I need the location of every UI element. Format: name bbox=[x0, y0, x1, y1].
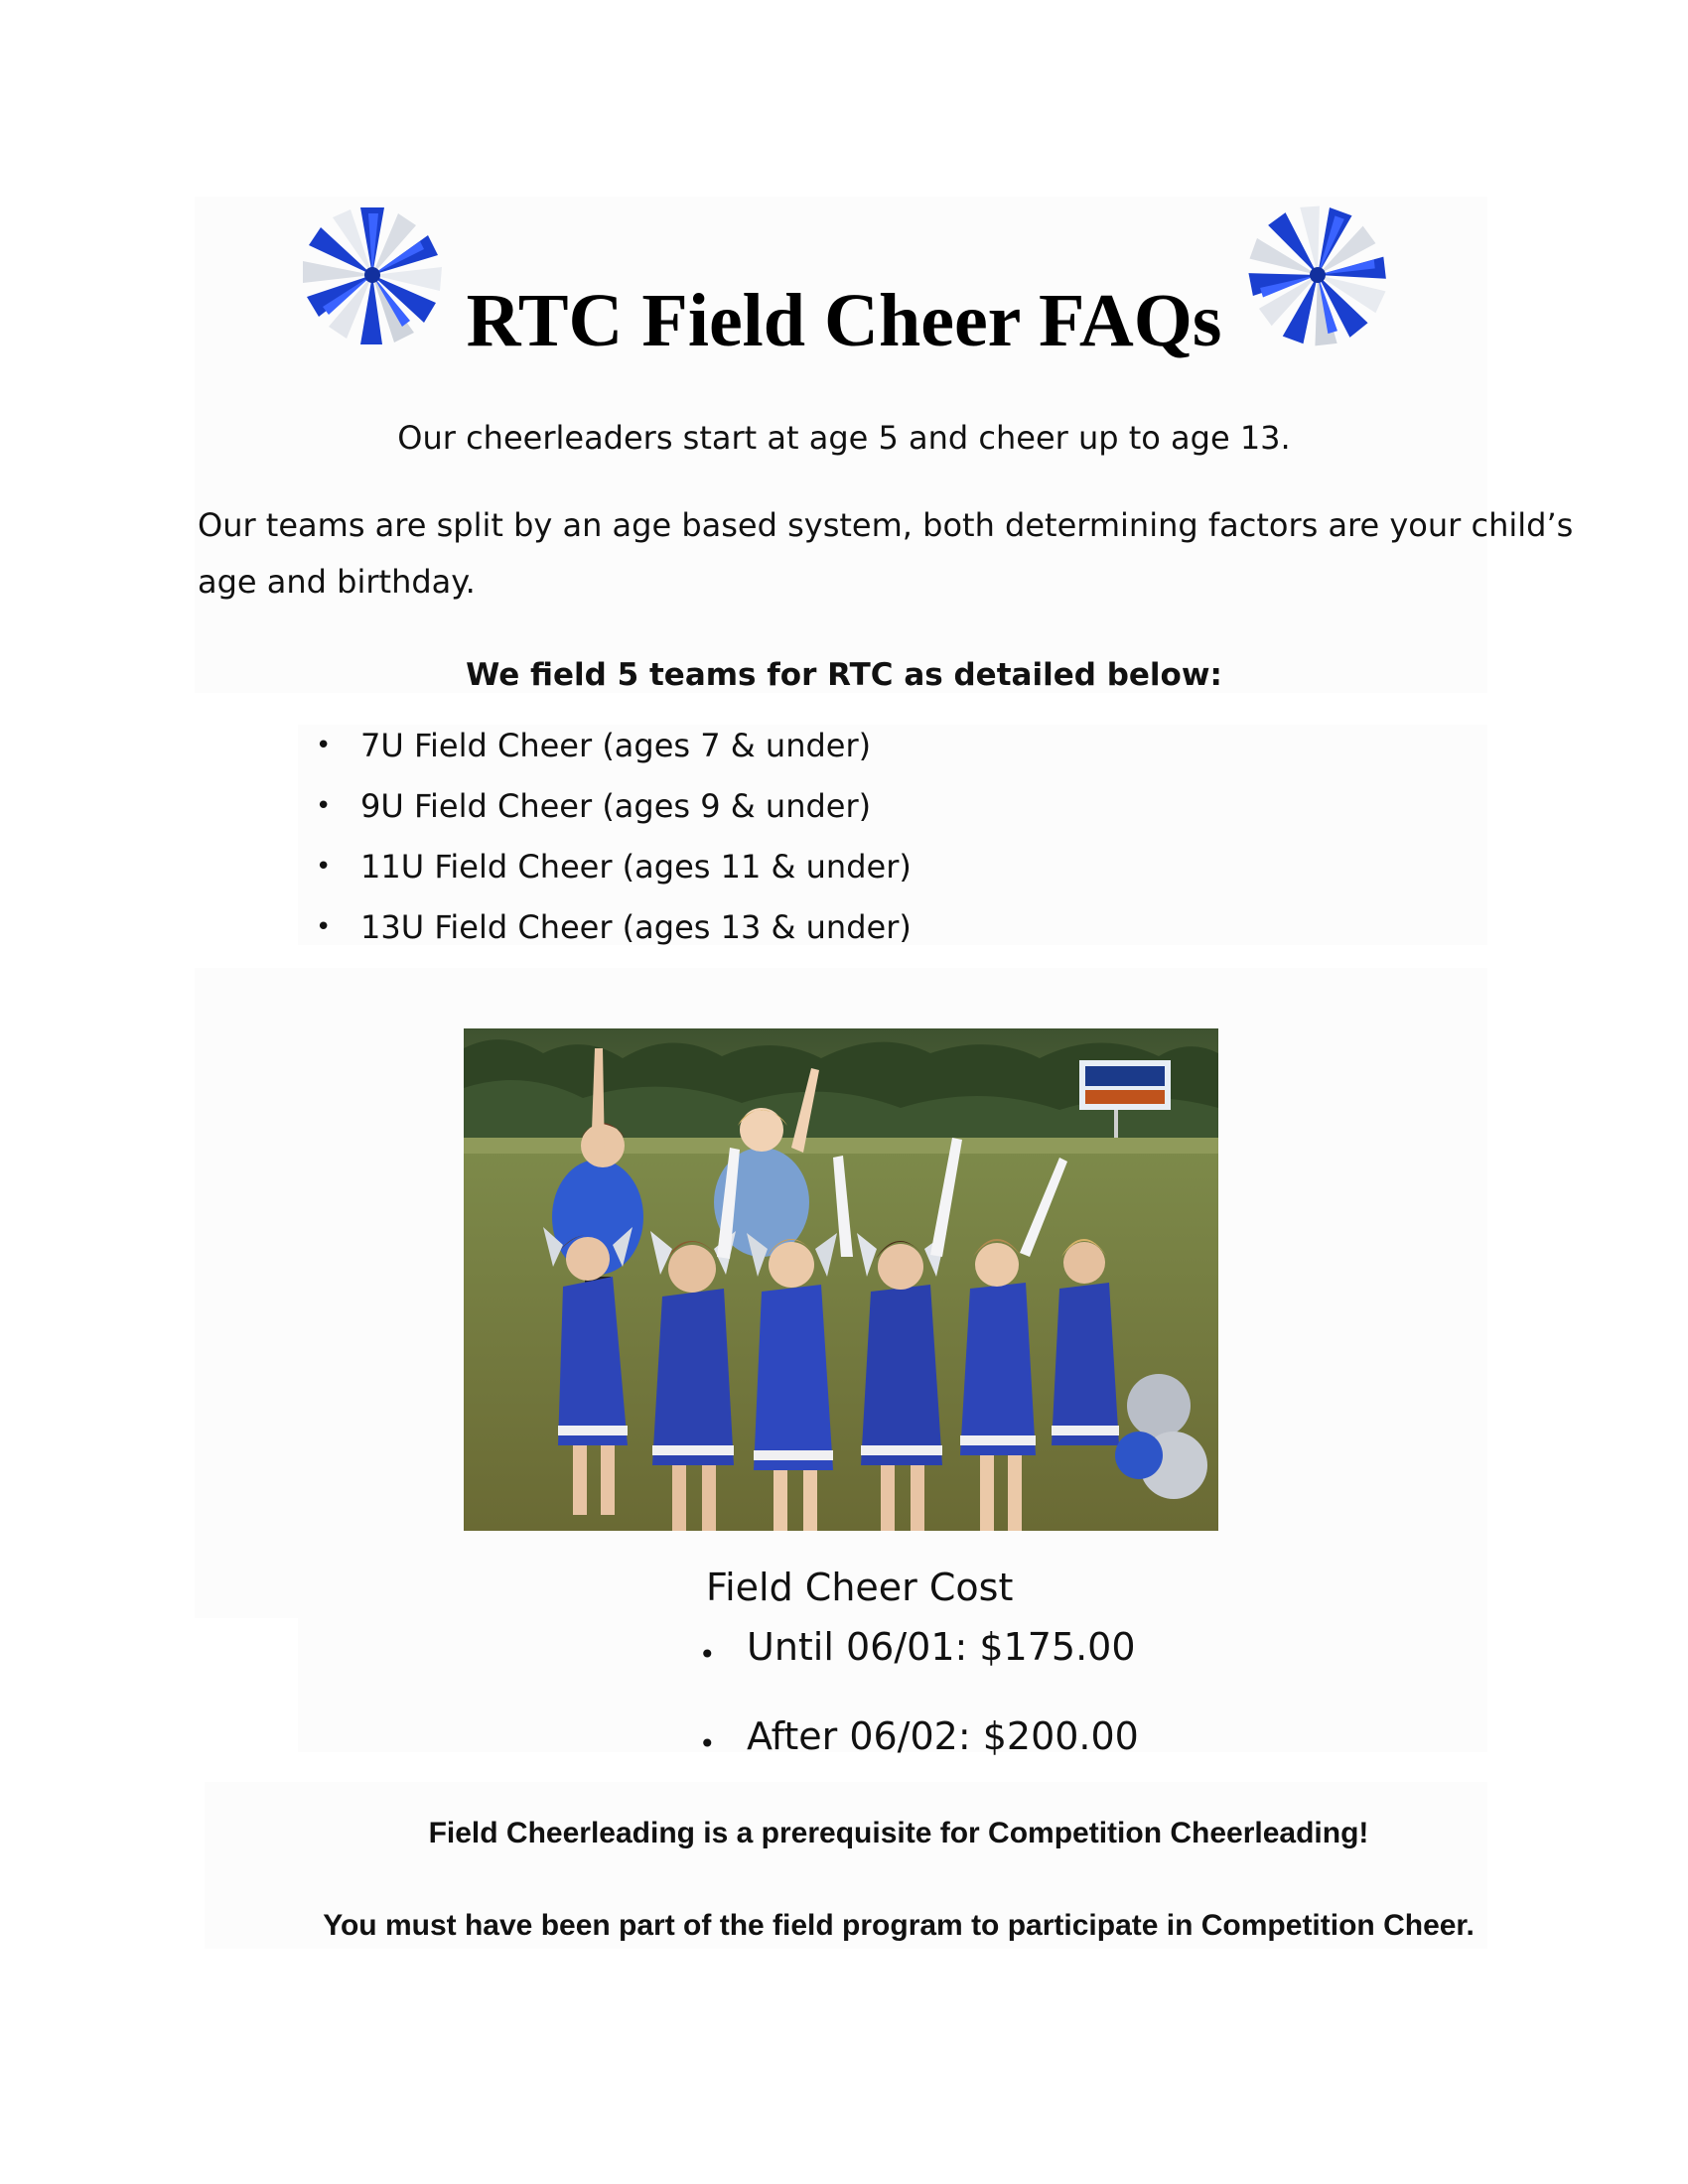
page-title: RTC Field Cheer FAQs bbox=[466, 279, 1222, 362]
cost-title: Field Cheer Cost bbox=[706, 1566, 1014, 1609]
intro-split-line-1: Our teams are split by an age based system, both determining factors are your child’s bbox=[198, 506, 1574, 544]
list-item: • After 06/02: $200.00 bbox=[695, 1707, 1139, 1767]
list-item: • 9U Field Cheer (ages 9 & under) bbox=[316, 783, 912, 844]
intro-ages: Our cheerleaders start at age 5 and cheer up to age 13. bbox=[397, 419, 1291, 457]
cost-list bbox=[695, 1618, 1139, 1767]
list-item: • 11U Field Cheer (ages 11 & under) bbox=[316, 844, 912, 904]
intro-split-line-2: age and birthday. bbox=[198, 563, 476, 601]
teams-heading: We field 5 teams for RTC as detailed below: bbox=[466, 657, 1222, 693]
teams-list bbox=[316, 723, 912, 965]
requirement-note: You must have been part of the field program to participate in Competition Cheer. bbox=[323, 1909, 1475, 1942]
list-item: • 7U Field Cheer (ages 7 & under) bbox=[316, 723, 912, 783]
list-item: • 13U Field Cheer (ages 13 & under) bbox=[316, 904, 912, 965]
prerequisite-note: Field Cheerleading is a prerequisite for Competition Cheerleading! bbox=[428, 1817, 1369, 1849]
list-item: • Until 06/01: $175.00 bbox=[695, 1618, 1139, 1707]
cheer-team-photo bbox=[464, 1028, 1218, 1531]
